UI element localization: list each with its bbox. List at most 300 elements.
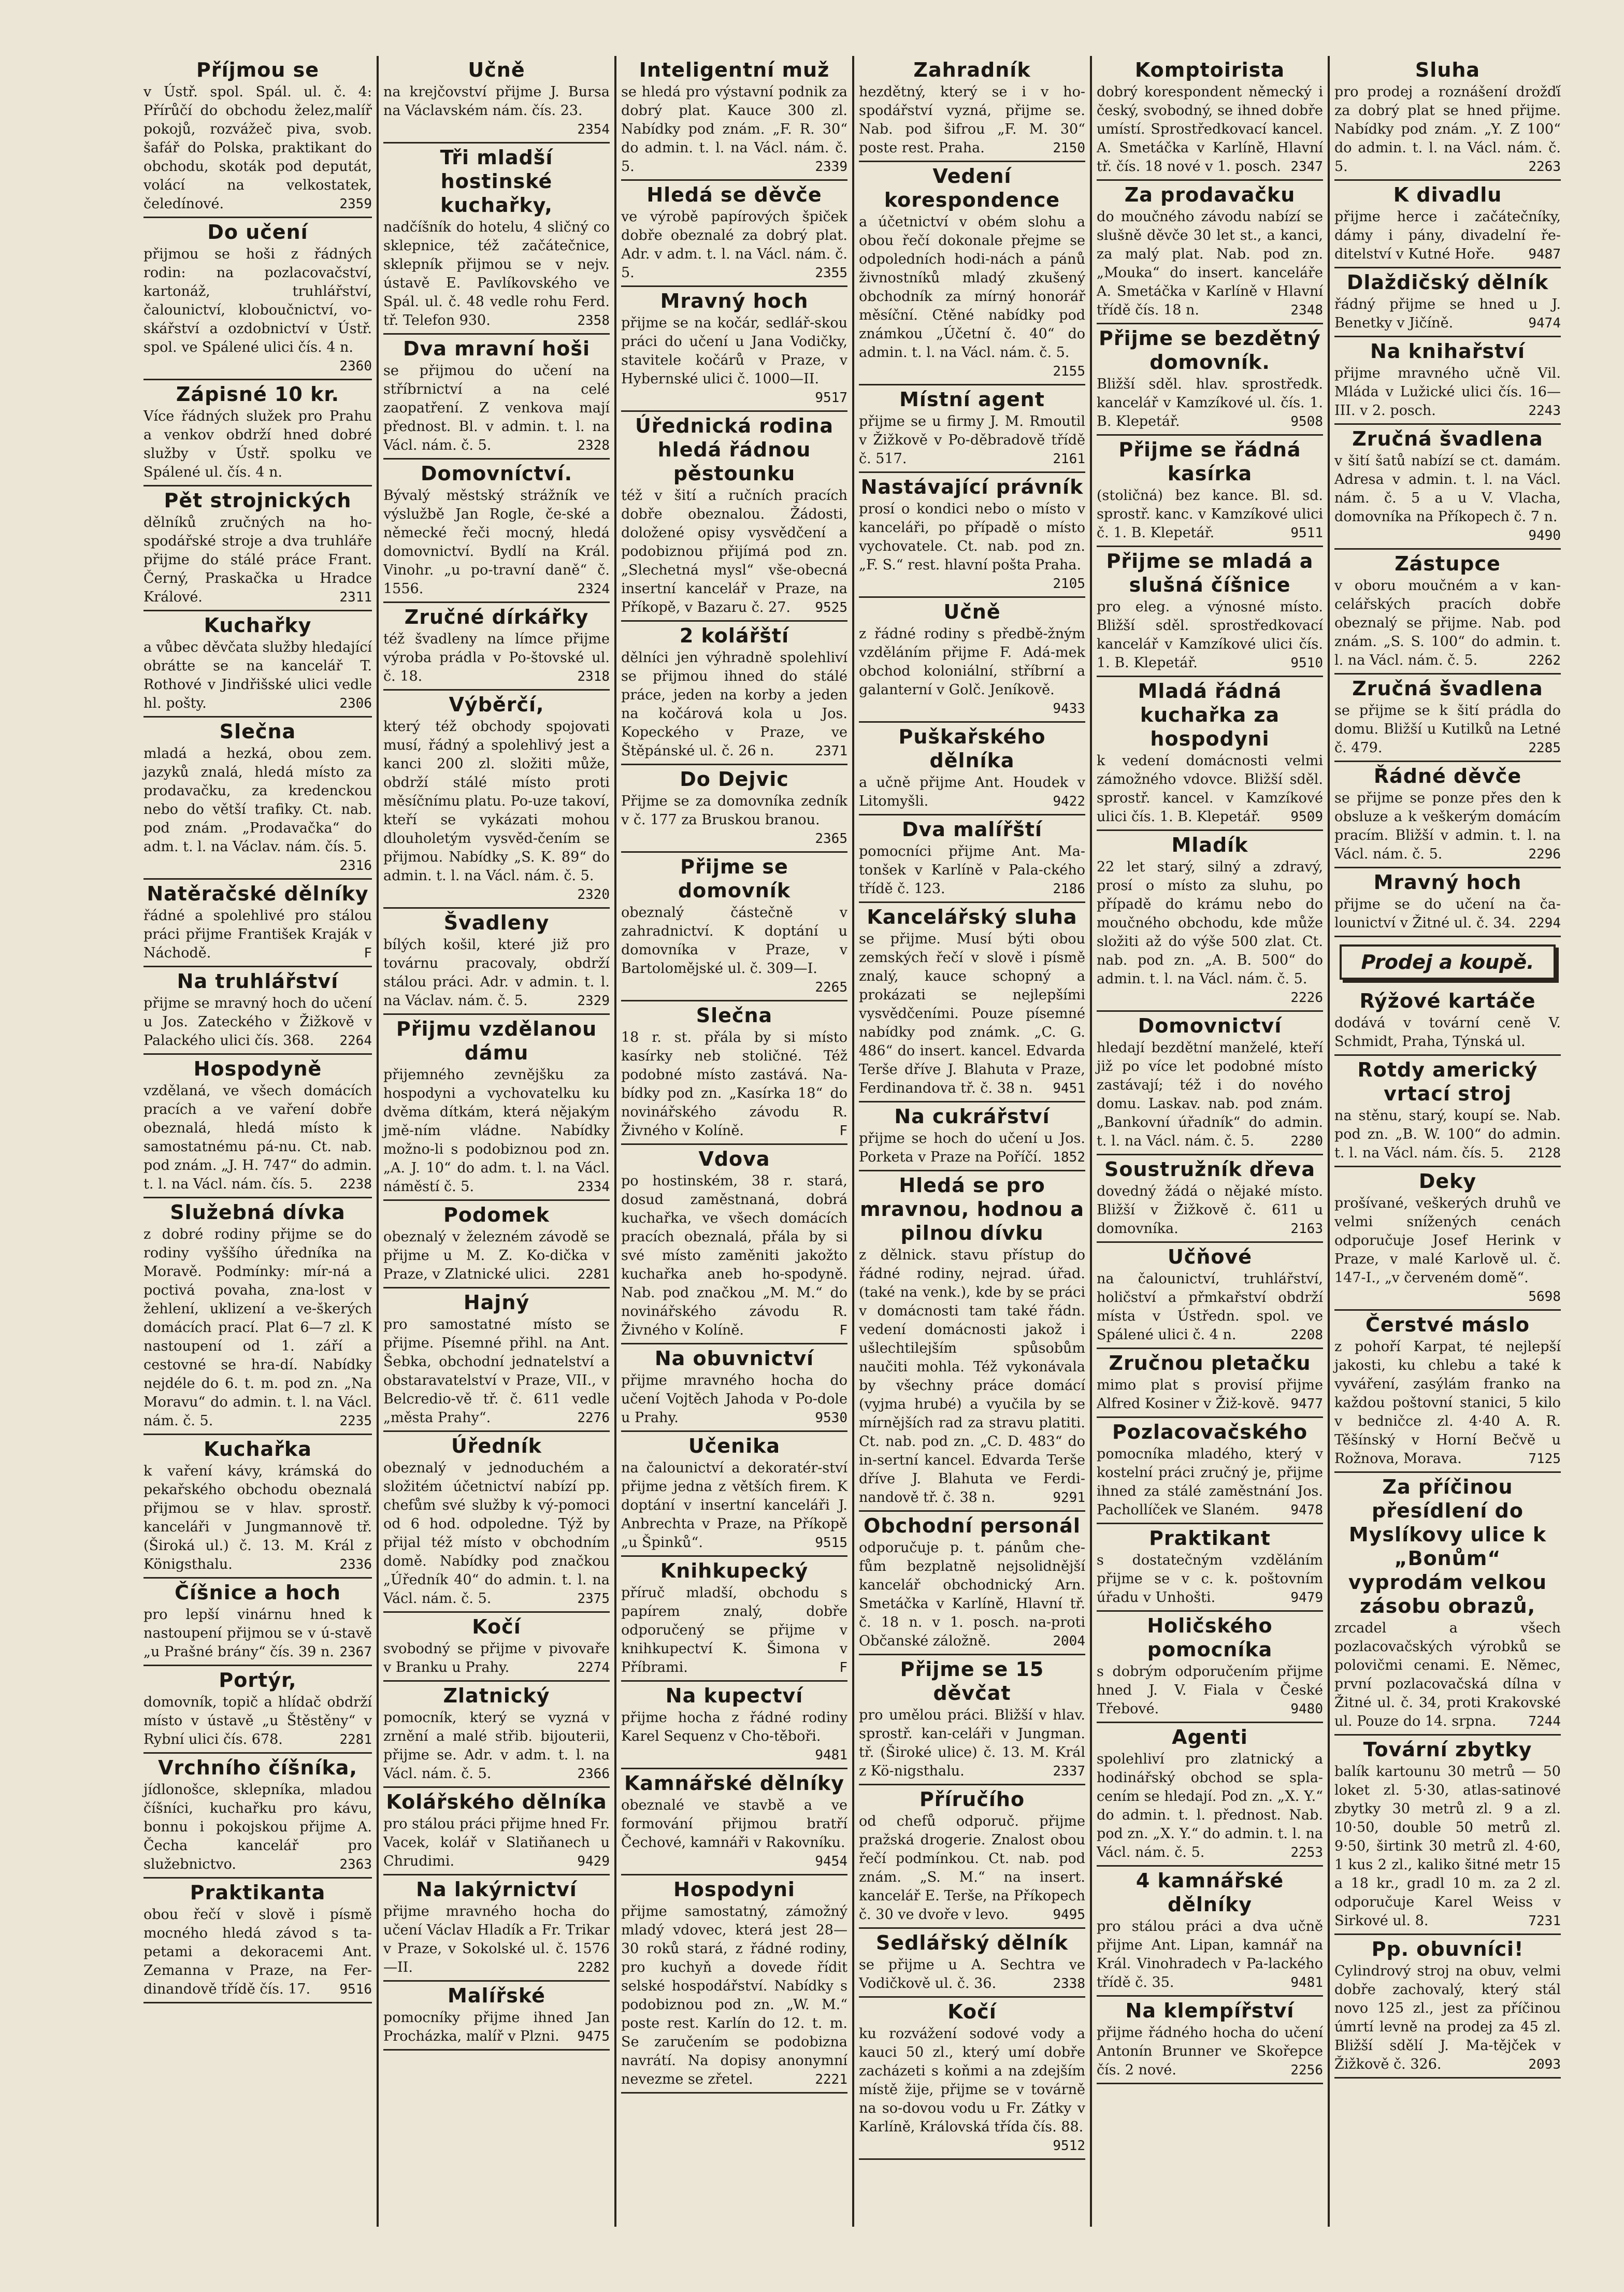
ad-text: v Ústř. spol. Spál. ul. č. 4: Přírůčí do obchodu želez,malíř pokojů, rozvážeč piva, svob. šafář do Polska, praktikant do obchodu, skoták pod deputát, volácí na velkostatek, čeledínové. — [143, 84, 372, 212]
ad-text: Přijme se za domovníka zedník v č. 177 za Bruskou branou. — [621, 793, 847, 828]
ad-heading: Zástupce — [1395, 552, 1501, 575]
ad-number: 9433 — [1053, 701, 1085, 717]
ad-heading: Kamnářské dělníky — [624, 1772, 845, 1795]
ad-text: ve výrobě papírových špiček dobře obeznalé za dobrý plat. Adr. v adm. t. l. na Václ. nám. č. 5. — [621, 209, 847, 281]
ad-number: 2235 — [339, 1413, 372, 1429]
classified-ad — [1097, 547, 1323, 677]
classified-ad — [143, 1754, 372, 1879]
ad-number: 2262 — [1528, 653, 1561, 668]
ad-heading: Učňové — [1167, 1245, 1253, 1268]
classified-ad — [1334, 550, 1561, 675]
ad-text: vzdělaná, ve všech domácích pracích a ve vaření dobře obeznalá, hledá místo k samostatnému pá-nu. Ct. nab. pod znám. „J. H. 747“ do admin. t. l. na Václ. nám. čís. 5. — [143, 1083, 372, 1192]
ad-number: 2363 — [339, 1857, 372, 1872]
ad-text: jídlonošce, sklepníka, mladou číšníci, kuchařku pro kávu, bonnu i pokojskou přijme A. Čecha kancelář pro služebnictvo. — [143, 1782, 372, 1872]
ad-number: 9510 — [1290, 655, 1323, 671]
column-6 — [1328, 56, 1565, 2227]
ad-heading: Čerstvé máslo — [1366, 1313, 1530, 1336]
ad-text: přijme hocha z řádné rodiny Karel Sequenz v Cho-těboři. — [621, 1710, 847, 1744]
ad-number: 9517 — [815, 390, 847, 406]
ad-number: 2226 — [1290, 990, 1323, 1006]
ad-number: 9422 — [1053, 794, 1085, 809]
classified-ad — [143, 718, 372, 880]
ad-text: hledají bezdětní manželé, kteří již po více let podobné místo zastávají; též i do nového domu. Laskav. nab. pod znám. „Bankovní úřadník“ do admin. t. l. na Václ. nám. č. 5. — [1097, 1040, 1323, 1149]
ad-heading: Domovníctví. — [420, 462, 573, 485]
ad-number: 2366 — [577, 1766, 610, 1782]
ad-text: v šití šatů nabízí se ct. damám. Adresa v admin. t. l. na Václ. nám. č. 5 a u V. Vlacha, domovníka na Příkopech č. 7 n. — [1334, 453, 1561, 525]
ad-number: 2347 — [1290, 159, 1323, 175]
ad-number: 9475 — [577, 2029, 610, 2044]
ad-text: obou řečí v slově i písmě mocného hledá závod s ta-petami a dekoracemi Ant. Zemanna v Praze, na Fer-dinandově třídě čís. 17. — [143, 1907, 372, 1997]
ad-number: F — [839, 1660, 847, 1675]
classified-ad — [1097, 1524, 1323, 1612]
ad-number: 2294 — [1528, 915, 1561, 931]
ad-text: pro stálou práci přijme hned Fr. Vacek, kolář v Slatiňanech u Chrudimi. — [383, 1816, 610, 1869]
ad-number: 9454 — [815, 1854, 847, 1869]
classified-ad — [621, 1875, 847, 2094]
ad-heading: Slečna — [219, 720, 296, 743]
ad-heading: Domovnictví — [1138, 1014, 1282, 1037]
column-1 — [139, 56, 377, 2227]
ad-heading: Hospodyně — [193, 1057, 322, 1080]
classified-ad — [1097, 181, 1323, 324]
classified-ad — [143, 880, 372, 967]
ad-heading: Zručné dírkářky — [404, 606, 589, 628]
classified-ad — [1097, 1612, 1323, 1723]
ad-number: 2355 — [815, 265, 847, 281]
ad-heading: Zahradník — [913, 59, 1031, 81]
classified-ad — [143, 1055, 372, 1198]
ad-number: 9495 — [1053, 1907, 1085, 1923]
ad-text: 22 let starý, silný a zdravý, prosí o místo za sluhu, po případě do krámu nebo do moučného obchodu, kde může složiti až do výše 500 zlat. Ct. nab. pod zn. „A. B. 500“ do admin. t. l. na Václ. nám. č. 5. — [1097, 859, 1323, 987]
ad-number: 2280 — [1290, 1134, 1323, 1149]
classified-ad — [383, 56, 610, 144]
ad-text: dělníků zručných na ho-spodářské stroje a dva truhláře přijme do stálé práce Frant. Černý, Praskačka u Hradce Králové. — [143, 514, 372, 605]
classified-ad — [621, 1557, 847, 1682]
ad-heading: Pět strojnických — [164, 489, 352, 512]
ad-text: přijme herce i začátečníky, dámy i pány, divadelní ře-ditelství v Kutné Hoře. — [1334, 209, 1561, 262]
ad-heading: Učně — [468, 59, 525, 81]
ad-number: 2359 — [339, 196, 372, 212]
column-3 — [614, 56, 852, 2227]
ad-heading: Mravný hoch — [1373, 871, 1522, 894]
ad-number: 5698 — [1528, 1289, 1561, 1305]
ad-number: 9481 — [815, 1747, 847, 1763]
classified-ad — [383, 691, 610, 909]
ad-text: prošívané, veškerých druhů ve velmi snížených cenách odporučuje Josef Herink v Praze, v malé Karlově ul. č. 147-I., „v červeném domě“. — [1334, 1195, 1561, 1286]
ad-heading: 4 kamnářské dělníky — [1136, 1869, 1284, 1916]
classified-ad — [1334, 337, 1561, 425]
ad-text: pro prodej a roznášení drožďí za dobrý plat se hned přijme. Nabídky pod znám. „Y. Z 100“ do admin. t. l. na Václ. nám. č. 5. — [1334, 84, 1561, 175]
ad-number: 9474 — [1528, 316, 1561, 331]
classified-ad — [859, 903, 1085, 1102]
ad-text: a učně přijme Ant. Houdek v Litomyšli. — [859, 775, 1085, 809]
ad-heading: Na knihařství — [1370, 340, 1526, 363]
ad-heading: K divadlu — [1393, 183, 1502, 206]
ad-text: a vůbec děvčata služby hledající obrátte se na kancelář T. Rothové v Jindřišské ulici vedle hl. pošty. — [143, 639, 372, 711]
classified-ad — [859, 815, 1085, 903]
ad-text: spolehliví pro zlatnický a hodinářský obchod se spla-cením se hledají. Pod zn. „X. Y.“ do admin. t. l. přednost. Nab. pod zn. „X. Y.“ do admin. t. l. na Václ. nám. č. 5. — [1097, 1751, 1323, 1860]
ad-heading: Kočí — [472, 1615, 521, 1638]
ad-number: 9478 — [1290, 1502, 1323, 1518]
classified-ad — [383, 335, 610, 460]
ad-number: 1852 — [1053, 1150, 1085, 1165]
ad-heading: Nastávající právník — [860, 476, 1084, 498]
ad-number: 9490 — [1528, 528, 1561, 543]
ad-text: a účetnictví v obém slohu a obou řečí dokonale přejme se odpoledních hodi-nách a pánů živnostníků mladý zkušený obchodník za mírný honorář měsíční. Ctěné nabídky pod známkou „Účetní č. 40“ do admin. t. l. na Václ. nám. č. 5. — [859, 214, 1085, 361]
classified-ad — [621, 1145, 847, 1344]
ad-number: 2265 — [815, 980, 847, 995]
classified-ad — [621, 1344, 847, 1432]
ad-number: 2276 — [577, 1410, 610, 1426]
classified-ad — [1097, 436, 1323, 547]
classified-ad — [383, 1875, 610, 1982]
ad-heading: Agenti — [1172, 1726, 1248, 1749]
classified-ad — [1334, 762, 1561, 868]
classified-ad — [621, 56, 847, 181]
ad-heading: Číšnice a hoch — [175, 1581, 341, 1604]
classified-ad — [859, 1512, 1085, 1655]
ad-text: domovník, topič a hlídač obdrží místo v ústavě „u Štěstěny“ v Rybní ulici čís. 678. — [143, 1694, 372, 1747]
ad-text: odporučuje p. t. pánům che-fům bezplatně nejsolidnější kancelář obchodnický Arn. Smetáčka v Karlíně, Hlavní tř. č. 18 n. v 1. posch. na-proti Občanské záložně. — [859, 1540, 1085, 1649]
ad-text: pomocníky přijme ihned Jan Procházka, malíř v Plzni. — [383, 2010, 610, 2044]
classified-ad — [1334, 1167, 1561, 1311]
ad-text: též v šití a ručních pracích dobře obeznalou. Žádosti, doložené opisy vysvědčení a podobiznou přijímá pod zn. „Slechetná mysl“ vše-obecná insertní kancelář v Praze, na Příkopě, v Bazaru č. 27. — [621, 488, 847, 615]
ad-text: přijme mravného hocha do učení Václav Hladík a Fr. Trikar v Praze, v Sokolské ul. č. 1576—II. — [383, 1903, 610, 1975]
ad-text: řádný přijme se hned u J. Benetky v Jičíně. — [1334, 296, 1561, 331]
column-4 — [852, 56, 1090, 2227]
classified-ad — [621, 1682, 847, 1769]
classified-ad — [1097, 56, 1323, 181]
column-2 — [377, 56, 614, 2227]
ad-heading: Na kupectví — [665, 1684, 803, 1707]
ad-number: 2128 — [1528, 1145, 1561, 1161]
ad-number: 2208 — [1290, 1327, 1323, 1343]
ad-number: 2105 — [1053, 576, 1085, 592]
ad-text: obeznalý částečně v zahradnictví. K doptání u domovníka v Praze, v Bartolomějské ul. č. 309—I. — [621, 905, 847, 977]
classified-ad — [1334, 425, 1561, 550]
classified-ad — [621, 181, 847, 287]
ad-text: pro stálou práci a dva učně přijme Ant. Lipan, kamnář na Král. Vinohradech v Pa-lackého třídě č. 35. — [1097, 1918, 1323, 1990]
ad-heading: Zápisné 10 kr. — [176, 383, 340, 406]
ad-text: pomocníci přijme Ant. Ma-tonšek v Karlíně v Pala-ckého třídě č. 123. — [859, 843, 1085, 897]
ad-text: ku rozvážení sodové vody a kauci 50 zl., který umí dobře zacházeti s koňmi a na zdejším místě žije, přijme se v továrně na so-dovou vodu u Fr. Zátky v Karlíně, Královská třída čís. 88. — [859, 2026, 1085, 2135]
classified-ad — [621, 1432, 847, 1557]
classified-ad — [143, 56, 372, 218]
ad-text: obeznalý v železném závodě se přijme u M. Z. Ko-dička v Praze, v Zlatnické ulici. — [383, 1229, 610, 1282]
classified-ad — [383, 1682, 610, 1788]
classified-ad — [143, 1666, 372, 1754]
ad-text: v oboru moučném a v kan-celářských pracích dobře obeznalý se přijme. Nab. pod znám. „S. S. 100“ do admin. t. l. na Václ. nám. č. 5. — [1334, 578, 1561, 668]
ad-text: mimo plat s provisí přijme Alfred Kosiner v Žiž-kově. — [1097, 1377, 1323, 1412]
ad-heading: Kočí — [947, 2000, 997, 2023]
ad-heading: Vrchního číšníka, — [158, 1756, 357, 1779]
ad-number: F — [364, 946, 372, 961]
ad-heading: Praktikanta — [190, 1881, 326, 1904]
ad-text: který též obchody spojovati musí, řádný a spolehlivý jest a kanci 200 zl. složiti může, obdrží stálé místo proti měsíčnímu platu. Po-uze takoví, kteří se vykázati mohou dlouholetým vysvěd-čením se přijmou. Nabídky „S. K. 89“ do admin. t. l. na Václ. nám. č. 5. — [383, 719, 610, 884]
ad-number: 2253 — [1290, 1845, 1323, 1860]
ad-heading: Vedení korespondence — [884, 165, 1060, 211]
classified-ad — [1334, 1736, 1561, 1935]
ad-heading: Příjmou se — [196, 59, 320, 81]
ad-heading: Na truhlářství — [177, 970, 339, 993]
classified-ad — [859, 1998, 1085, 2160]
classified-ad — [859, 1655, 1085, 1785]
classified-columns — [139, 56, 1594, 2227]
classified-ad — [383, 1432, 610, 1613]
ad-heading: Za prodavačku — [1124, 183, 1296, 206]
ad-heading: Tovární zbytky — [1363, 1738, 1532, 1761]
ad-number: 2306 — [339, 696, 372, 711]
ad-heading: Rýžové kartáče — [1359, 990, 1536, 1012]
ad-heading: Přijme se 15 děvčat — [900, 1658, 1044, 1704]
classified-ad — [383, 144, 610, 335]
ad-number: 2243 — [1528, 403, 1561, 419]
ad-number: 2281 — [577, 1267, 610, 1282]
ad-heading: Rotdy americký vrtací stroj — [1357, 1058, 1538, 1105]
ad-heading: Úředník — [451, 1435, 542, 1457]
ad-text: se hledá pro výstavní podnik za dobrý plat. Kauce 300 zl. Nabídky pod znám. „F. R. 30“ do admin. t. l. na Václ. nám. č. 5. — [621, 84, 847, 175]
ad-heading: Holičského pomocníka — [1147, 1614, 1273, 1661]
classified-ad — [383, 1982, 610, 2051]
ad-heading: Řádné děvče — [1373, 765, 1522, 787]
ad-text: přijme se mravný hoch do učení u Jos. Zateckého v Žižkově v Palackého ulici čís. 368. — [143, 995, 372, 1049]
ad-number: 2334 — [577, 1179, 610, 1195]
ad-heading: Kuchařky — [204, 614, 312, 637]
ad-number: 2337 — [1053, 1764, 1085, 1779]
ad-text: Cylindrový stroj na obuv, velmi dobře zachovalý, který stál novo 125 zl., jest za příčinou úmrtí levně na prodej za 45 zl. Bližší sdělí J. Ma-tějček v Žižkově č. 326. — [1334, 1963, 1561, 2072]
classified-ad — [1097, 1243, 1323, 1349]
classified-ad — [383, 1788, 610, 1875]
classified-ad — [1334, 56, 1561, 181]
classified-ad — [383, 1288, 610, 1432]
classified-ad — [621, 287, 847, 412]
ad-text: bílých košil, které již pro továrnu pracovaly, obdrží stálou práci. Adr. v admin. t. l. na Václav. nám. č. 5. — [383, 937, 610, 1009]
ad-heading: Natěračské dělníky — [147, 882, 369, 905]
ad-heading: Kancelářský sluha — [867, 906, 1077, 928]
ad-number: 2281 — [339, 1732, 372, 1747]
ad-text: na krejčovství přijme J. Bursa na Václavském nám. čís. 23. — [383, 84, 610, 119]
ad-text: přijme se na kočár, sedlář-skou práci do učení u Jana Vodičky, stavitele kočárů v Praze, v Hybernské ulici č. 1000—II. — [621, 315, 847, 387]
ad-heading: Zručná švadlena — [1352, 677, 1543, 700]
classified-ad — [1097, 1867, 1323, 1997]
ad-heading: Kuchařka — [204, 1438, 312, 1460]
ad-text: řádné a spolehlivé pro stálou práci přijme František Kraják v Náchodě. — [143, 908, 372, 961]
ad-text: se přijme. Musí býti obou zemských řečí v slově i písmě znalý, kauce schopný a prokázati se nejlepšími vysvědčeními. Pouze písemné nabídky pod známk. „C. G. 486“ do insert. kancel. Edvarda Terše dříve J. Blahuta v Praze, Ferdinandova tř. č. 38 n. — [859, 931, 1085, 1096]
ad-heading: Na lakýrnictví — [416, 1878, 577, 1901]
ad-number: 9481 — [1290, 1975, 1323, 1990]
ad-text: dělníci jen výhradně spolehliví se přijmou ihned do stálé práce, jeden na korby a jeden na kočárová kola u Jos. Kopeckého v Praze, ve Štěpánské ul. č. 26 n. — [621, 650, 847, 759]
ad-heading: Vdova — [698, 1148, 770, 1170]
ad-heading: Sedlářský dělník — [876, 1931, 1068, 1954]
ad-text: přijme se u firmy J. M. Rmoutil v Žižkově v Po-děbradově třídě č. 517. — [859, 413, 1085, 467]
ad-number: 2282 — [577, 1960, 610, 1975]
ad-number: 2358 — [577, 313, 610, 328]
ad-number: 2311 — [339, 590, 372, 605]
ad-text: pro eleg. a výnosné místo. Bližší sděl. sprostředkovací kancelář v Kamzíkové ulici čís. 1. B. Klepetář. — [1097, 599, 1323, 671]
ad-text: se přijme u A. Sechtra ve Vodičkově ul. č. 36. — [859, 1957, 1085, 1992]
ad-text: přijemného zevnějšku za hospodyni a vychovatelku ku dvěma dítkám, která nějakým jmě-ním vládne. Nabídky možno-li s podobiznou pod zn. „A. J. 10“ do adm. t. l. na Václ. náměstí č. 5. — [383, 1067, 610, 1195]
ad-text: k vedení domácnosti velmi zámožného vdovce. Bližší sděl. sprostř. kancel. v Kamzíkové ulici čís. 1. B. Klepetář. — [1097, 753, 1323, 825]
ad-number: 9512 — [1053, 2138, 1085, 2154]
ad-number: 2155 — [1053, 364, 1085, 379]
ad-number: 2316 — [339, 858, 372, 873]
ad-text: přijme mravného hocha do učení Vojtěch Jahoda v Po-dole u Prahy. — [621, 1372, 847, 1426]
classified-ad — [859, 162, 1085, 385]
ad-heading: Mladík — [1171, 834, 1248, 856]
ad-heading: Zručnou pletačku — [1109, 1352, 1311, 1374]
ad-text: Bližší sděl. hlav. sprostředk. kancelář v Kamzíkové ul. čís. 1. B. Klepetář. — [1097, 376, 1323, 429]
classified-ad — [621, 765, 847, 853]
ad-number: 9516 — [339, 1982, 372, 1997]
ad-number: 2161 — [1053, 451, 1085, 467]
ad-text: prosí o kondici nebo o místo v kanceláři, po případě o místo vychovatele. Ct. nab. pod zn. „F. S.“ rest. hlavní pošta Praha. — [859, 501, 1085, 573]
ad-heading: Deky — [1418, 1170, 1477, 1193]
ad-heading: 2 kolářští — [679, 624, 789, 647]
ad-text: s dostatečným vzděláním přijme se v c. k. poštovním úřadu v Unhošti. — [1097, 1552, 1323, 1606]
classified-ad — [621, 853, 847, 1001]
ad-heading: Příručího — [919, 1788, 1025, 1811]
ad-text: dodává v tovární ceně V. Schmidt, Praha, Týnská ul. — [1334, 1015, 1561, 1050]
ad-number: 2324 — [577, 581, 610, 597]
ad-heading: Hajný — [463, 1291, 530, 1314]
classified-ad — [1334, 1311, 1561, 1473]
ad-number: 9515 — [815, 1535, 847, 1551]
ad-heading: Učně — [943, 600, 1001, 623]
ad-heading: Dva malířští — [901, 818, 1043, 841]
ad-number: 9511 — [1290, 525, 1323, 541]
ad-heading: Slečna — [696, 1004, 773, 1027]
ad-number: 2367 — [339, 1644, 372, 1660]
ad-number: 2318 — [577, 669, 610, 684]
classified-ad — [1334, 181, 1561, 268]
ad-number: 2296 — [1528, 847, 1561, 862]
ad-text: pro samostatné místo se přijme. Písemné přihl. na Ant. Šebka, obchodní jednatelství a obstaravatelství v Praze, VII., v Belcredio-vě tř. č. 611 vedle „města Prahy“. — [383, 1316, 610, 1426]
ad-text: obeznalý v jednoduchém a složitém účetnictví nabízí pp. chefům své služby k vý-pomoci od 6 hod. odpoledne. Týž by přijal též místo v obchodním domě. Nabídky pod značkou „Úředník 40“ do admin. t. l. na Václ. nám. č. 5. — [383, 1460, 610, 1607]
classified-ad — [859, 1102, 1085, 1171]
ad-text: Více řádných služek pro Prahu a venkov obdrží hned dobré služby v Ústř. spolku ve Spálené ul. čís. 4 n. — [143, 408, 372, 480]
classified-ad — [1334, 868, 1561, 937]
ad-text: přijme řádného hocha do učení Antonín Brunner ve Skořepce čís. 2 nové. — [1097, 2025, 1323, 2078]
ad-heading: Učenika — [688, 1435, 781, 1457]
ad-text: se přijme se ponze přes den k obsluze a k veškerým domácím pracím. Bližší v admin. t. l. na Václ. nám. č. 5. — [1334, 790, 1561, 862]
ad-text: na čalounictví, truhlářství, holičství a přmkařství obdrží místa v Ústředn. spol. ve Spálené ulici č. 4 n. — [1097, 1271, 1323, 1343]
ad-number: 2004 — [1053, 1634, 1085, 1649]
ad-text: s dobrým odporučením přijme hned J. V. Fiala v České Třebové. — [1097, 1664, 1323, 1717]
ad-number: 9509 — [1290, 809, 1323, 825]
classified-ad — [859, 723, 1085, 815]
ad-number: 2371 — [815, 743, 847, 759]
ad-text: svobodný se přijme v pivovaře v Branku u Prahy. — [383, 1641, 610, 1675]
ad-number: 2221 — [815, 2072, 847, 2087]
classified-ad — [143, 1198, 372, 1435]
ad-text: se přijme se k šití prádla do domu. Bližší u Kutilků na Letné č. 479. — [1334, 703, 1561, 756]
ad-text: na stěnu, starý, koupí se. Nab. pod zn. „B. W. 100“ do admin. t. l. na Václ. nám. čís. 5. — [1334, 1108, 1561, 1161]
classified-ad — [859, 473, 1085, 598]
ad-heading: Švadleny — [443, 911, 550, 934]
classified-ad — [859, 598, 1085, 723]
ad-heading: Dlaždičský dělník — [1346, 271, 1549, 294]
ad-number: 7231 — [1528, 1913, 1561, 1929]
ad-number: 2360 — [339, 359, 372, 374]
ad-text: se přijmou do učení na stříbrnictví a na celé zaopatření. Z venkova mají přednost. Bl. v admin. t. l. na Václ. nám. č. 5. — [383, 363, 610, 453]
classified-ad — [1334, 987, 1561, 1056]
ad-text: z řádné rodiny s předbě-žným vzděláním přijme F. Adá-mek obchod koloniální, stříbrní a galanterní v Golč. Jeníkově. — [859, 626, 1085, 698]
ad-number: 2093 — [1528, 2057, 1561, 2072]
classified-ad — [383, 460, 610, 603]
classified-ad — [143, 1579, 372, 1666]
classified-ad — [1334, 675, 1561, 762]
ad-text: přijme mravného učně Vil. Mláda v Lužické ulici čís. 16—III. v 2. posch. — [1334, 365, 1561, 419]
ad-number: 2348 — [1290, 303, 1323, 318]
classified-ad — [1097, 831, 1323, 1012]
ad-number: 9487 — [1528, 247, 1561, 262]
ad-heading: Zručná švadlena — [1352, 427, 1543, 450]
classified-ad — [1097, 1012, 1323, 1155]
ad-heading: Dva mravní hoši — [403, 337, 591, 360]
section-heading: Prodej a koupě. — [1340, 944, 1556, 980]
classified-ad — [383, 909, 610, 1015]
ad-number: 2375 — [577, 1591, 610, 1607]
ad-heading: Malířské — [448, 1984, 545, 2007]
column-5 — [1090, 56, 1328, 2227]
ad-heading: Hospodyni — [673, 1878, 795, 1901]
ad-heading: Za příčinou přesídlení do Myslíkovy ulice k „Bonům“ vyprodám velkou zásobu obrazů, — [1348, 1476, 1547, 1617]
page-margin — [0, 0, 139, 2292]
ad-heading: Přijme se bezdětný domovník. — [1099, 327, 1321, 374]
ad-heading: Do Dejvic — [680, 768, 789, 791]
ad-heading: Služebná dívka — [170, 1201, 346, 1224]
ad-number: 7125 — [1528, 1451, 1561, 1467]
ad-text: pomocník, který se vyzná v zrnění a malé střib. bijouterii, přijme se. Adr. v adm. t. l. na Václ. nám. č. 5. — [383, 1710, 610, 1782]
ad-number: F — [839, 1123, 847, 1139]
ad-heading: Soustružník dřeva — [1104, 1158, 1315, 1181]
classified-ad — [621, 1769, 847, 1875]
ad-heading: Hledá se děvče — [646, 183, 822, 206]
classified-ad — [1097, 324, 1323, 436]
classified-ad — [1334, 1056, 1561, 1167]
ad-heading: Výběrčí, — [449, 693, 544, 716]
ad-number: 9525 — [815, 600, 847, 615]
classified-ad — [143, 1435, 372, 1579]
ad-text: přijme se hoch do učení u Jos. Porketa v Praze na Poříčí. — [859, 1130, 1085, 1165]
ad-text: obeznalé ve stavbě a ve formování přijmou bratří Čechové, kamnáři v Rakovníku. — [621, 1797, 847, 1851]
classified-ad — [1334, 1473, 1561, 1736]
ad-heading: Sluha — [1415, 59, 1481, 81]
ad-heading: Zlatnický — [443, 1684, 550, 1707]
ad-text: do moučného závodu nabízí se slušně děvče 30 let st., a kanci, za malý plat. Nab. pod zn. „Mouka“ do insert. kanceláře A. Smetáčka v Karlíně v Hlavní třídě čís. 18 n. — [1097, 209, 1323, 318]
ad-heading: Mladá řádná kuchařka za hospodyni — [1138, 680, 1282, 750]
classified-ad — [143, 967, 372, 1055]
ad-heading: Kolářského dělníka — [386, 1790, 607, 1813]
classified-ad — [859, 1785, 1085, 1929]
ad-number: 9480 — [1290, 1701, 1323, 1717]
ad-heading: Pozlacovačského — [1112, 1421, 1308, 1443]
classified-ad — [1097, 1155, 1323, 1243]
classified-ad — [621, 412, 847, 622]
ad-number: 2238 — [339, 1177, 372, 1192]
ad-number: 2328 — [577, 438, 610, 453]
ad-heading: Do učení — [207, 221, 308, 243]
ad-number: F — [839, 1323, 847, 1338]
ad-number: 9530 — [815, 1410, 847, 1426]
ad-heading: Přijmu vzdělanou dámu — [396, 1018, 597, 1064]
ad-number: 9479 — [1290, 1590, 1323, 1606]
ad-number: 2365 — [815, 831, 847, 847]
ad-number: 9477 — [1290, 1396, 1323, 1412]
ad-number: 2163 — [1290, 1221, 1323, 1237]
ad-text: přijmou se hoši z řádných rodin: na pozlacovačství, kartonáž, truhlářství, čalounictví, kloboučnictví, vo-skářství a ozdobnictví v Ústř. spol. ve Spálené ulici čís. 4 n. — [143, 246, 372, 355]
classified-ad — [1097, 1349, 1323, 1418]
